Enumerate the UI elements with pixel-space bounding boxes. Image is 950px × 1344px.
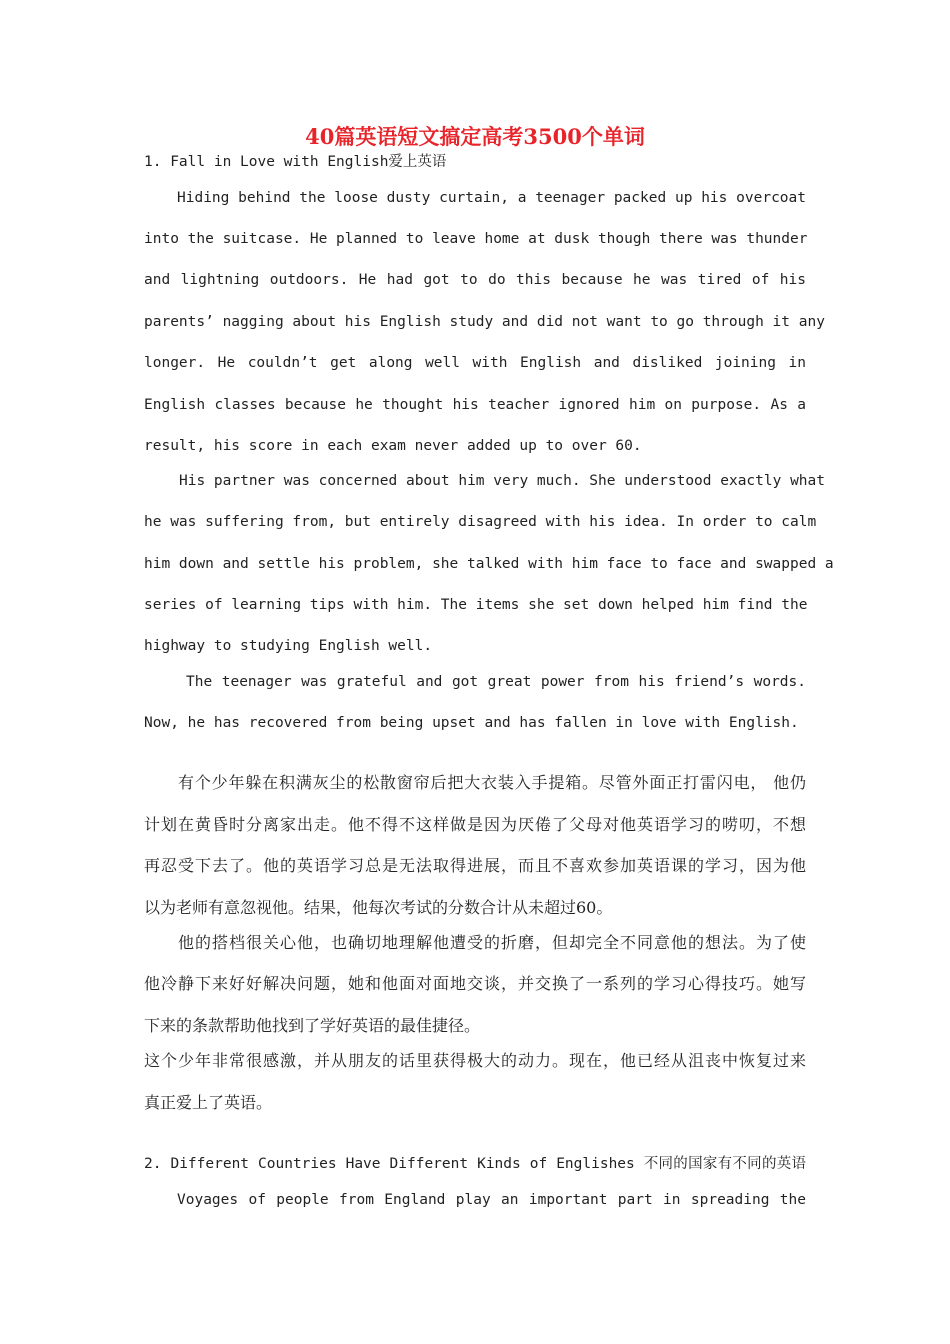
paragraph-line: into the suitcase. He planned to leave home at dusk though there was thunder <box>144 231 808 247</box>
paragraph-line: series of learning tips with him. The items she set down helped him find the <box>144 597 808 613</box>
paragraph-line: His partner was concerned about him very much. She understood exactly what <box>179 473 826 489</box>
document-title: 40篇英语短文搞定高考3500个单词 <box>305 124 645 149</box>
paragraph-line: Voyages of people from England play an important part in spreading the <box>177 1192 806 1208</box>
paragraph-line: Now, he has recovered from being upset and has fallen in love with English. <box>144 715 799 731</box>
section-2-heading: 2. Different Countries Have Different Kinds of Englishes 不同的国家有不同的英语 <box>144 1156 806 1172</box>
translation-line: 他的搭档很关心他，也确切地理解他遭受的折磨，但却完全不同意他的想法。为了使 <box>178 933 806 952</box>
paragraph-line: parents’ nagging about his English study and did not want to go through it any <box>144 314 825 330</box>
translation-line: 真正爱上了英语。 <box>144 1093 273 1112</box>
paragraph-line: result, his score in each exam never added up to over 60. <box>144 438 642 454</box>
paragraph-line: Hiding behind the loose dusty curtain, a teenager packed up his overcoat <box>177 190 806 206</box>
translation-line: 有个少年躲在积满灰尘的松散窗帘后把大衣装入手提箱。尽管外面正打雷闪电， 他仍 <box>178 773 806 792</box>
paragraph-line: highway to studying English well. <box>144 638 433 654</box>
section-1-heading: 1. Fall in Love with English爱上英语 <box>144 154 447 170</box>
paragraph-line: The teenager was grateful and got great power from his friend’s words. <box>186 674 806 690</box>
translation-line: 这个少年非常很感激，并从朋友的话里获得极大的动力。现在，他已经从沮丧中恢复过来 <box>144 1051 806 1070</box>
translation-line: 以为老师有意忽视他。结果，他每次考试的分数合计从未超过60。 <box>144 898 613 917</box>
paragraph-line: longer. He couldn’t get along well with English and disliked joining in <box>144 355 806 371</box>
translation-line: 再忍受下去了。他的英语学习总是无法取得进展，而且不喜欢参加英语课的学习，因为他 <box>144 856 806 875</box>
translation-line: 他冷静下来好好解决问题，她和他面对面地交谈，并交换了一系列的学习心得技巧。她写 <box>144 974 806 993</box>
translation-line: 下来的条款帮助他找到了学好英语的最佳捷径。 <box>144 1016 481 1035</box>
paragraph-line: English classes because he thought his teacher ignored him on purpose. As a <box>144 397 806 413</box>
paragraph-line: he was suffering from, but entirely disagreed with his idea. In order to calm <box>144 514 817 530</box>
translation-line: 计划在黄昏时分离家出走。他不得不这样做是因为厌倦了父母对他英语学习的唠叨，不想 <box>144 815 806 834</box>
paragraph-line: and lightning outdoors. He had got to do this because he was tired of his <box>144 272 806 288</box>
paragraph-line: him down and settle his problem, she talked with him face to face and swapped a <box>144 556 834 572</box>
